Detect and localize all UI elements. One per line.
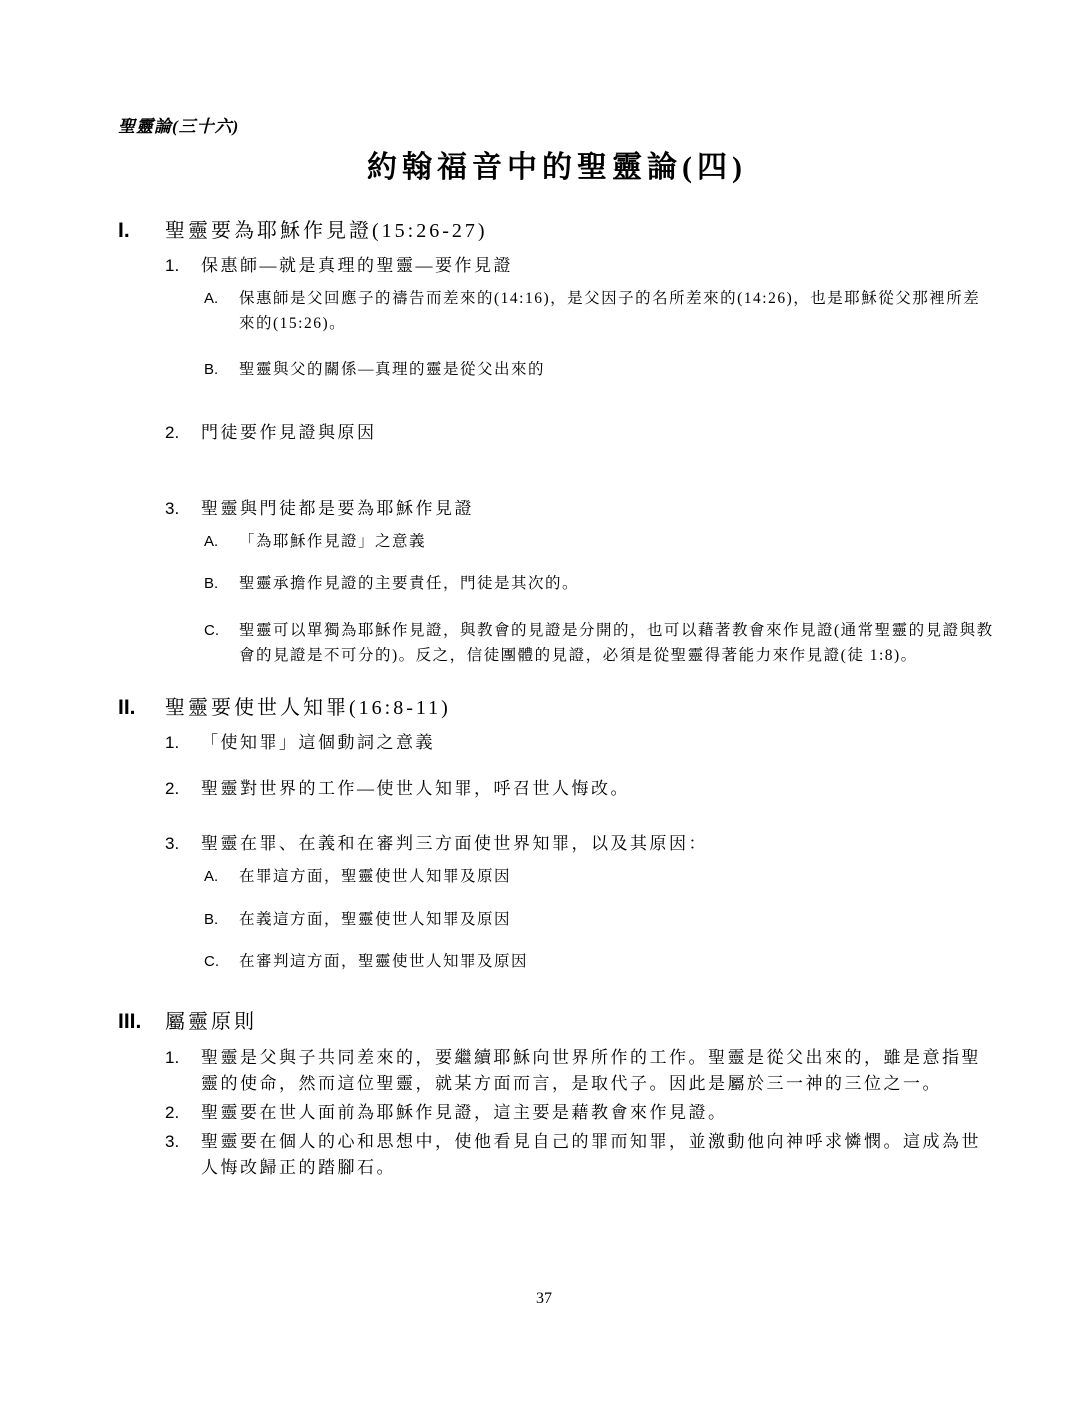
outline-item-II-1 [165,730,996,756]
outline-item-I-1-B [204,357,996,382]
item-label: C. [204,622,219,639]
item-text: 聖靈要在個人的心和思想中，使他看見自己的罪而知罪，並激動他向神呼求憐憫。這成為世人悔改歸正的踏腳石。 [201,1132,981,1177]
item-label: B. [204,911,219,928]
item-label: 1. [165,256,180,275]
item-text: 聖靈承擔作見證的主要責任，門徒是其次的。 [239,575,580,592]
outline-item-I-2 [165,420,996,446]
outline-item-I-3-C [204,618,996,668]
item-label: B. [204,361,219,378]
item-text: 聖靈可以單獨為耶穌作見證，與教會的見證是分開的，也可以藉著教會來作見證(通常聖靈的見證與教會的見證是不可分的)。反之，信徒團體的見證，必須是從聖靈得著能力來作見證(徒 1:8)。 [239,622,994,664]
section-numeral: II. [118,696,136,719]
item-label: A. [204,868,219,885]
item-text: 保惠師是父回應子的禱告而差來的(14:16)，是父因子的名所差來的(14:26)，也是耶穌從父那裡所差來的(15:26)。 [239,290,981,332]
outline-item-II-3-C [204,949,996,974]
item-text: 聖靈與父的關係—真理的靈是從父出來的 [239,361,546,378]
outline-item-III-3 [165,1129,996,1181]
section-title: 聖靈要使世人知罪(16:8-11) [165,697,451,719]
item-label: 2. [165,423,180,442]
item-text: 「使知罪」這個動詞之意義 [201,733,435,752]
section-numeral: I. [118,219,130,242]
item-text: 聖靈要在世人面前為耶穌作見證，這主要是藉教會來作見證。 [201,1103,728,1122]
section-numeral: III. [118,1010,142,1033]
item-text: 在審判這方面，聖靈使世人知罪及原因 [239,953,529,970]
section-heading-3 [118,1007,996,1037]
outline-item-III-2 [165,1100,996,1126]
section-heading-1 [118,216,996,246]
section-title: 聖靈要為耶穌作見證(15:26-27) [165,220,488,242]
item-label: 3. [165,1132,180,1151]
outline-item-II-3-B [204,907,996,932]
item-label: 2. [165,779,180,798]
section-title: 屬靈原則 [165,1011,257,1033]
item-text: 聖靈對世界的工作—使世人知罪，呼召世人悔改。 [201,779,630,798]
section-heading-2 [118,693,996,723]
item-label: 3. [165,499,180,518]
item-label: 1. [165,733,180,752]
outline-item-I-1 [165,253,996,279]
running-header: 聖靈論(三十六) [118,117,240,136]
item-label: A. [204,533,219,550]
item-label: 1. [165,1048,180,1067]
outline-item-I-3-A [204,529,996,554]
item-label: C. [204,953,219,970]
outline-item-III-1 [165,1045,996,1097]
outline-item-II-2 [165,776,996,802]
item-text: 「為耶穌作見證」之意義 [239,533,427,550]
outline-item-II-3 [165,831,996,857]
page-title: 約翰福音中的聖靈論(四) [367,151,747,184]
page-number: 37 [536,1290,552,1307]
item-text: 在義這方面，聖靈使世人知罪及原因 [239,911,512,928]
item-text: 保惠師—就是真理的聖靈—要作見證 [201,256,513,275]
item-label: B. [204,575,219,592]
item-text: 聖靈與門徒都是要為耶穌作見證 [201,499,474,518]
item-label: A. [204,290,219,307]
outline-item-I-3-B [204,571,996,596]
outline-item-I-1-A [204,286,996,336]
document-content [118,0,996,1181]
outline-item-II-3-A [204,864,996,889]
outline-item-I-3 [165,496,996,522]
item-text: 在罪這方面，聖靈使世人知罪及原因 [239,868,512,885]
item-label: 3. [165,834,180,853]
item-text: 聖靈在罪、在義和在審判三方面使世界知罪，以及其原因： [201,834,708,853]
item-text: 門徒要作見證與原因 [201,423,377,442]
item-text: 聖靈是父與子共同差來的，要繼續耶穌向世界所作的工作。聖靈是從父出來的，雖是意指聖靈的使命，然而這位聖靈，就某方面而言，是取代子。因此是屬於三一神的三位之一。 [201,1048,981,1093]
item-label: 2. [165,1103,180,1122]
